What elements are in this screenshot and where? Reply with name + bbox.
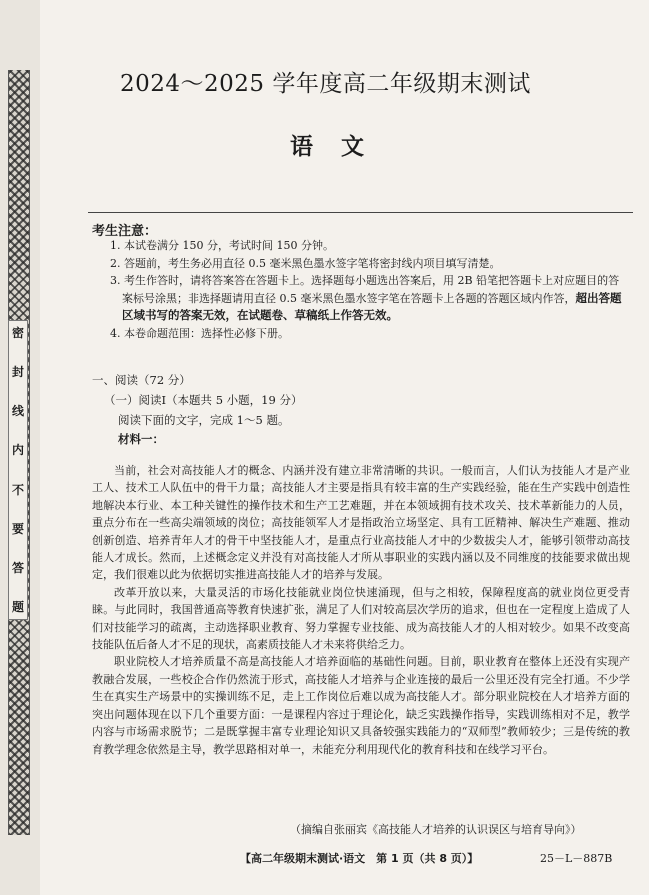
section-heading: 一、阅读（72 分） bbox=[92, 373, 191, 387]
material-label: 材料一： bbox=[118, 432, 164, 446]
seal-char: 要 bbox=[11, 521, 24, 536]
seal-char: 内 bbox=[11, 443, 24, 458]
passage bbox=[92, 462, 630, 758]
seal-char: 答 bbox=[11, 560, 24, 575]
subsection-heading: （一）阅读Ⅰ（本题共 5 小题，19 分） bbox=[104, 393, 303, 407]
binding-margin bbox=[0, 0, 40, 895]
notice-emphasis: 超出答题区域书写的答案无效，在试题卷、草稿纸上作答无效。 bbox=[122, 290, 622, 322]
subject-title: 语文 bbox=[290, 134, 392, 160]
seal-char: 封 bbox=[11, 365, 24, 380]
seal-char: 题 bbox=[11, 599, 24, 614]
notice-list bbox=[92, 237, 622, 342]
source-citation: （摘编自张丽宾《高技能人才培养的认识误区与培育导向》） bbox=[290, 823, 582, 836]
exam-title: 2024～2025 学年度高二年级期末测试 bbox=[120, 71, 531, 97]
notice-item: 2. 答题前，考生务必用直径 0.5 毫米黑色墨水签字笔将密封线内项目填写清楚。 bbox=[110, 256, 501, 270]
seal-char: 线 bbox=[11, 404, 24, 419]
paper-code: 25－L－887B bbox=[540, 852, 613, 865]
reading-instruction: 阅读下面的文字，完成 1～5 题。 bbox=[118, 413, 290, 427]
divider bbox=[88, 212, 633, 213]
passage-paragraph: 职业院校人才培养质量不高是高技能人才培养面临的基础性问题。目前，职业教育在整体上还没有实现产教融合发展，一些校企合作仍然流于形式，高技能人才培养与企业连接的最后一公里还没有完全打通。不少学生在真实生产场景中的实操训练不足，走上工作岗位后难以成为高技能人才。部分职业院校在人才培养方面的突出问题体现在以下几个重要方面：一是课程内容过于理论化，缺乏实践操作指导，实践训练相对不足，教学内容与市场需求脱节；二是既掌握丰富专业理论知识又具备较强实践能力的“双师型”教师较少；三是传统的教育教学理念依然是主导，教学思路相对单一，未能充分利用现代化的教育科技和在线学习平台。 bbox=[92, 655, 630, 756]
seal-char: 不 bbox=[11, 482, 24, 497]
notice-heading: 考生注意： bbox=[92, 224, 158, 239]
passage-paragraph: 改革开放以来，大量灵活的市场化技能就业岗位快速涌现，但与之相较，保障程度高的就业岗位更受青睐。与此同时，我国普通高等教育快速扩张，满足了人们对较高层次学历的追求，但也在一定程度上造成了人们对技能学习的疏离，主动选择职业教育、努力掌握专业技能、成为高技能人才的人相对较少。如果不改变高技能队伍后备人才不足的现状，高素质技能人才未来将供给乏力。 bbox=[92, 585, 630, 652]
seal-warning bbox=[8, 320, 28, 620]
seal-char: 密 bbox=[11, 326, 24, 340]
notice-item: 3. 考生作答时，请将答案答在答题卡上。选择题每小题选出答案后，用 2B 铅笔把答题卡上对应题目的答案标号涂黑；非选择题请用直径 0.5 毫米黑色墨水签字笔在答题卡上各题的答题区域内作答，超出答题区域书写的答案无效，在试题卷、草稿纸上作答无效。 bbox=[110, 274, 622, 322]
page-footer: 【高二年级期末测试·语文 第 1 页（共 8 页）】 bbox=[240, 852, 479, 865]
passage-paragraph: 当前，社会对高技能人才的概念、内涵并没有建立非常清晰的共识。一般而言，人们认为技能人才是产业工人、技术工人队伍中的骨干力量；高技能人才主要是指具有较丰富的生产实践经验，能在生产实践中创造性地解决本行业、本工种关键性的操作技术和生产工艺难题，并在本领域拥有技术攻关、技术革新能力的人员，重点分布在一些高尖端领域的岗位；高技能领军人才是指政治立场坚定、具有工匠精神、解决生产难题、推动创新创造、培养青年人才的骨干中坚技能人才，是重点行业高技能人才中的少数拔尖人才，能够引领带动高技能人才成长。然而，上述概念定义并没有对高技能人才所从事职业的实践内涵以及不同维度的技能要求做出规定，我们很难以此为依据切实推进高技能人才的培养与发展。 bbox=[92, 464, 630, 582]
notice-item: 1. 本试卷满分 150 分，考试时间 150 分钟。 bbox=[110, 239, 334, 252]
notice-item: 4. 本卷命题范围：选择性必修下册。 bbox=[110, 326, 289, 340]
